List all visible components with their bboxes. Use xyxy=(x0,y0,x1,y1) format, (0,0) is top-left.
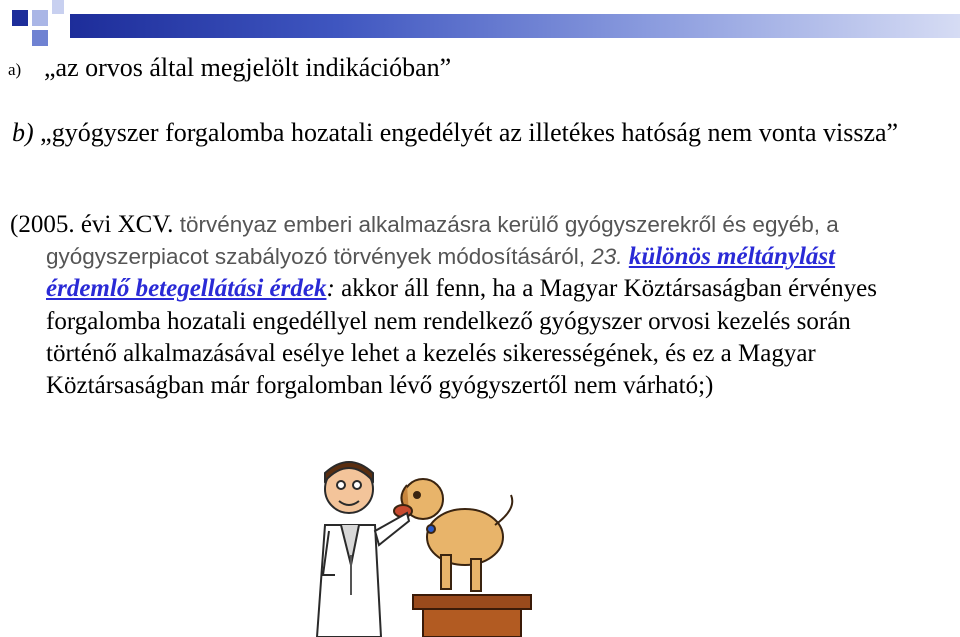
header-gradient-bar xyxy=(70,14,960,38)
header-square-mid xyxy=(32,30,48,46)
slide-header-decoration xyxy=(0,0,960,52)
item-b-marker: b) xyxy=(12,118,34,147)
law-line-3: érdemlő betegellátási érdek: akkor áll fenn, ha a Magyar Köztársaságban érvényes xyxy=(46,275,877,303)
header-square-pale xyxy=(52,0,64,14)
item-b-text: „gyógyszer forgalomba hozatali engedélyét az illetékes hatóság nem vonta vissza” xyxy=(40,118,899,147)
header-square-light xyxy=(32,10,48,26)
dog-icon xyxy=(394,479,512,591)
item-b xyxy=(12,118,898,148)
law-line-4: forgalomba hozatali engedéllyel nem rendelkező gyógyszer orvosi kezelés során xyxy=(46,307,851,335)
law-line-2: gyógyszerpiacot szabályozó törvények módosításáról, 23. különös méltánylást xyxy=(46,243,836,271)
law-line-5: történő alkalmazásával esélye lehet a kezelés sikerességének, és ez a Magyar xyxy=(46,339,816,367)
law-line-1: (2005. évi XCV. törvényaz emberi alkalmazásra kerülő gyógyszerekről és egyéb, a xyxy=(10,211,839,238)
item-a-marker: a) xyxy=(8,60,22,79)
table-icon xyxy=(413,595,531,637)
term-link-part-1[interactable]: különös méltánylást xyxy=(628,243,836,271)
header-square-dark xyxy=(12,10,28,26)
law-line-6: Köztársaságban már forgalomban lévő gyógyszertől nem várható;) xyxy=(46,372,714,400)
term-link-part-2[interactable]: érdemlő betegellátási érdek xyxy=(46,275,327,303)
doctor-and-dog-illustration xyxy=(295,455,555,637)
doctor-icon xyxy=(317,462,409,637)
item-a-text: „az orvos által megjelölt indikációban” xyxy=(44,53,452,82)
law-citation-paragraph xyxy=(10,209,958,402)
